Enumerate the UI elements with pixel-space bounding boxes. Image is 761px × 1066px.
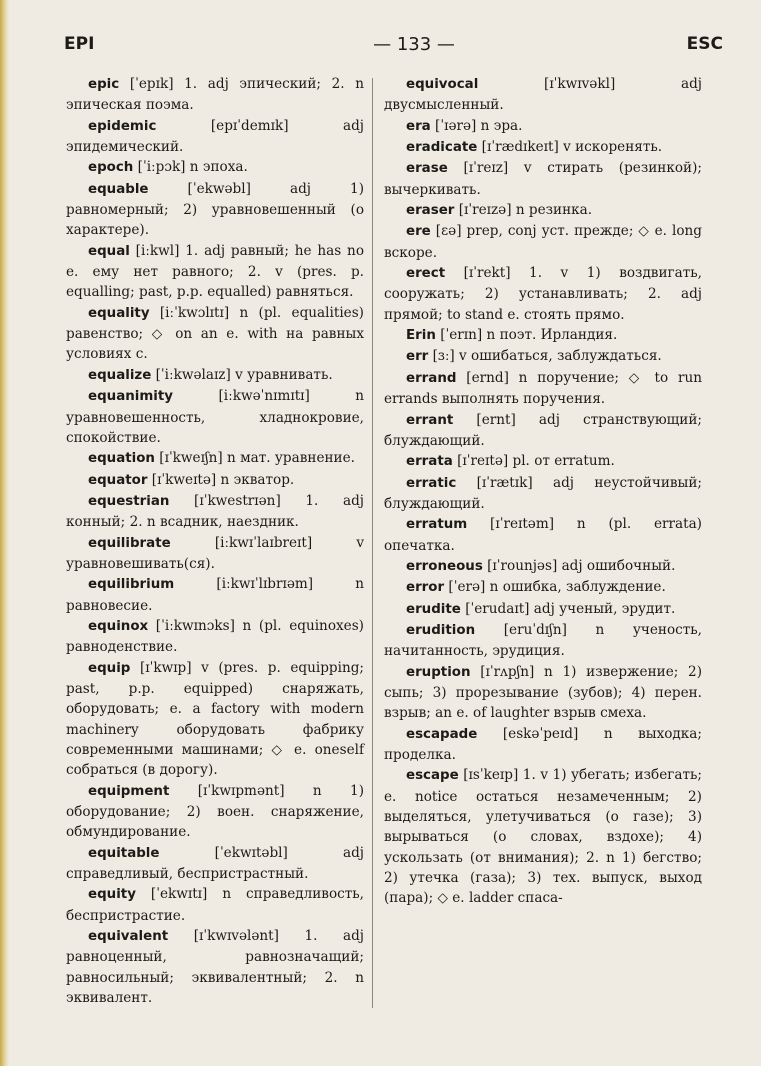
headword: escapade	[406, 726, 478, 742]
entry-definition: [ɪˈkwɪvəkl] adj двусмысленный.	[384, 76, 702, 114]
column-divider	[372, 78, 373, 1008]
headword: Erin	[406, 328, 436, 344]
entry-definition: [ɪˈkwestrɪən] 1. adj конный; 2. n всадник, наездник.	[66, 492, 364, 531]
dictionary-entry	[66, 843, 364, 885]
entry-definition: [ɪˈreɪzə] n резинка.	[454, 202, 593, 219]
headword: equipment	[88, 783, 170, 799]
headword: epic	[88, 77, 120, 92]
entry-definition: [ˈekwɪtɪ] n справедливость, беспристрастие.	[66, 886, 364, 924]
entry-definition: [ɪˈkweɪʃn] n мат. уравнение.	[154, 450, 355, 467]
headword: equivocal	[406, 77, 479, 92]
entry-definition: [ernt] adj странствующий; блуждающий.	[384, 411, 702, 449]
headword: equilibrium	[88, 577, 175, 593]
left-column	[66, 74, 364, 1008]
entry-definition: [iːkwəˈnɪmɪtɪ] n уравновешенность, хладнокровие, спокойствие.	[66, 388, 364, 446]
headword: era	[406, 118, 431, 134]
entry-definition: [eruˈdɪʃn] n ученость, начитанность, эрудиция.	[384, 621, 702, 660]
entry-definition: [ɛə] prep, conj уст. прежде; ◇ e. long вскоре.	[384, 223, 702, 261]
headword: error	[406, 580, 445, 596]
entry-definition: [ɪˈkwɪvələnt] 1. adj равноценный, равнозначащий; равносильный; эквивалентный; 2. n эквивалент.	[66, 928, 364, 1007]
dictionary-entry	[66, 781, 364, 843]
entry-definition: [ernd] n поручение; ◇ to run errands выполнять поручения.	[384, 369, 702, 408]
entry-definition: [ɪˈreɪtəm] n (pl. errata) опечатка.	[384, 516, 702, 554]
headword: err	[406, 349, 429, 365]
dictionary-entry	[384, 514, 702, 556]
entry-definition: [iːkwɪˈlɪbrɪəm] n равновесие.	[66, 576, 364, 614]
dictionary-entry	[66, 616, 364, 658]
entry-definition: [ɪˈkweɪtə] n экватор.	[147, 471, 295, 488]
headword: equilibrate	[88, 535, 171, 551]
dictionary-entry	[384, 451, 702, 472]
dictionary-entry	[384, 158, 702, 200]
dictionary-entry	[384, 116, 702, 137]
header-left-guide-word: EPI	[64, 34, 95, 54]
headword: erase	[406, 161, 448, 177]
entry-definition: [ˈekwəbl] adj 1) равномерный; 2) уравновешенный (о характере).	[66, 180, 364, 239]
headword: errand	[406, 370, 457, 386]
headword: eradicate	[406, 140, 478, 156]
dictionary-entry	[66, 241, 364, 303]
headword: epoch	[88, 160, 134, 176]
headword: equable	[88, 181, 149, 197]
dictionary-entry	[384, 599, 702, 620]
header-right-guide-word: ESC	[686, 34, 723, 54]
headword: equal	[88, 243, 130, 259]
entry-definition: [ɜː] v ошибаться, заблуждаться.	[428, 348, 662, 365]
headword: errata	[406, 454, 453, 470]
dictionary-entry	[384, 325, 702, 346]
entry-definition: [iːkwɪˈlaɪbreɪt] v уравновешивать(ся).	[66, 534, 364, 572]
entry-definition: [ɪˈrædɪkeɪt] v искоренять.	[477, 139, 663, 156]
dictionary-entry	[66, 386, 364, 448]
dictionary-entry	[384, 346, 702, 367]
dictionary-entry	[66, 491, 364, 533]
entry-definition: [ˈekwɪtəbl] adj справедливый, беспристрастный.	[66, 844, 364, 883]
dictionary-entry	[384, 221, 702, 263]
headword: equestrian	[88, 493, 170, 509]
dictionary-entry	[66, 926, 364, 1008]
dictionary-entry	[384, 263, 702, 325]
entry-definition: [ˈerudaɪt] adj ученый, эрудит.	[460, 600, 676, 617]
page-header	[64, 34, 723, 58]
entry-definition: [ɪˈkwɪp] v (pres. p. equipping; past, p.p. equipped) снаряжать, оборудовать; e. a factory with modern machinery оборудовать фабрику современными машинами; ◇ e. oneself собраться (в дорогу).	[66, 659, 364, 779]
entry-definition: [iːˈkwɔlɪtɪ] n (pl. equalities) равенство; ◇ on an e. with на равных условиях с.	[66, 304, 364, 363]
dictionary-entry	[66, 574, 364, 616]
headword: equanimity	[88, 389, 174, 405]
entry-definition: [ɪˈreɪtə] pl. от erratum.	[452, 453, 615, 470]
entry-definition: [ˈiːkwɪnɔks] n (pl. equinoxes) равноденствие.	[66, 617, 364, 656]
dictionary-entry	[66, 365, 364, 386]
headword: ere	[406, 224, 431, 240]
dictionary-entry	[384, 662, 702, 724]
entry-definition: [ɪsˈkeɪp] 1. v 1) убегать; избегать; e. notice остаться незамеченным; 2) выделяться, улетучиваться (о газе); 3) вырываться (о словах, вздохе); 4) ускользать (от внимания); 2. n 1) бегство; 2) утечка (газа); 3) тех. выпуск, выход (пара); ◇ e. ladder спаса-	[384, 767, 702, 907]
dictionary-entry	[384, 577, 702, 598]
entry-definition: [ɪˈrætɪk] adj неустойчивый; блуждающий.	[384, 474, 702, 512]
headword: equity	[88, 887, 136, 903]
headword: erect	[406, 266, 446, 282]
dictionary-entry	[384, 724, 702, 766]
dictionary-entry	[384, 137, 702, 158]
dictionary-entry	[66, 179, 364, 241]
dictionary-entry	[66, 884, 364, 926]
entry-definition: [ˈerɪn] n поэт. Ирландия.	[435, 327, 618, 344]
entry-definition: [ˈiːpɔk] n эпоха.	[133, 159, 248, 176]
dictionary-entry	[66, 303, 364, 365]
entry-definition: [ˈɪərə] n эра.	[430, 117, 523, 134]
headword: equalize	[88, 367, 152, 383]
dictionary-entry	[66, 116, 364, 158]
headword: epidemic	[88, 118, 157, 134]
headword: equip	[88, 660, 131, 676]
entry-definition: [ˈiːkwəlaɪz] v уравнивать.	[151, 366, 333, 383]
entry-definition: [ˈerə] n ошибка, заблуждение.	[444, 579, 666, 596]
dictionary-entry	[66, 533, 364, 575]
headword: equation	[88, 451, 155, 467]
headword: equality	[88, 305, 150, 321]
headword: equivalent	[88, 929, 169, 945]
dictionary-entry	[66, 658, 364, 781]
entry-definition: [ɪˈrekt] 1. v 1) воздвигать, сооружать; 2) устанавливать; 2. adj прямой; to stand e. стоять прямо.	[384, 265, 702, 323]
dictionary-entry	[66, 470, 364, 491]
headword: errant	[406, 412, 454, 428]
dictionary-entry	[384, 74, 702, 116]
right-column	[384, 74, 702, 909]
headword: escape	[406, 768, 459, 784]
entry-definition: [ˈepɪk] 1. adj эпический; 2. n эпическая поэма.	[66, 76, 364, 114]
entry-definition: [ɪˈkwɪpmənt] n 1) оборудование; 2) воен. снаряжение, обмундирование.	[66, 782, 364, 841]
dictionary-entry	[66, 448, 364, 469]
headword: erroneous	[406, 558, 483, 574]
headword: eruption	[406, 664, 471, 680]
entry-definition: [epɪˈdemɪk] adj эпидемический.	[66, 117, 364, 156]
dictionary-entry	[384, 556, 702, 577]
headword: erudite	[406, 601, 461, 617]
headword: erudition	[406, 622, 476, 638]
headword: erratum	[406, 517, 468, 533]
entry-definition: [eskəˈpeɪd] n выходка; проделка.	[384, 725, 702, 763]
entry-definition: [ɪˈrʌpʃn] n 1) извержение; 2) сыпь; 3) прорезывание (зубов); 4) перен. взрыв; an e. of laughter взрыв смеха.	[384, 663, 702, 722]
dictionary-entry	[384, 765, 702, 908]
headword: equator	[88, 472, 148, 488]
page-edge	[0, 0, 9, 1066]
headword: equitable	[88, 845, 160, 861]
entry-definition: [ɪˈreɪz] v стирать (резинкой); вычеркивать.	[384, 160, 702, 198]
entry-definition: [ɪˈrounjəs] adj ошибочный.	[482, 557, 676, 574]
headword: erratic	[406, 475, 457, 491]
dictionary-entry	[384, 410, 702, 452]
dictionary-entry	[384, 368, 702, 410]
dictionary-entry	[384, 200, 702, 221]
dictionary-entry	[66, 74, 364, 116]
entry-definition: [iːkwl] 1. adj равный; he has no e. ему нет равного; 2. v (pres. p. equalling; past, p.p. equalled) равняться.	[66, 242, 364, 301]
dictionary-entry	[66, 157, 364, 178]
dictionary-entry	[384, 620, 702, 662]
headword: equinox	[88, 618, 149, 634]
page-number: — 133 —	[373, 34, 455, 55]
dictionary-entry	[384, 473, 702, 515]
headword: eraser	[406, 203, 455, 219]
